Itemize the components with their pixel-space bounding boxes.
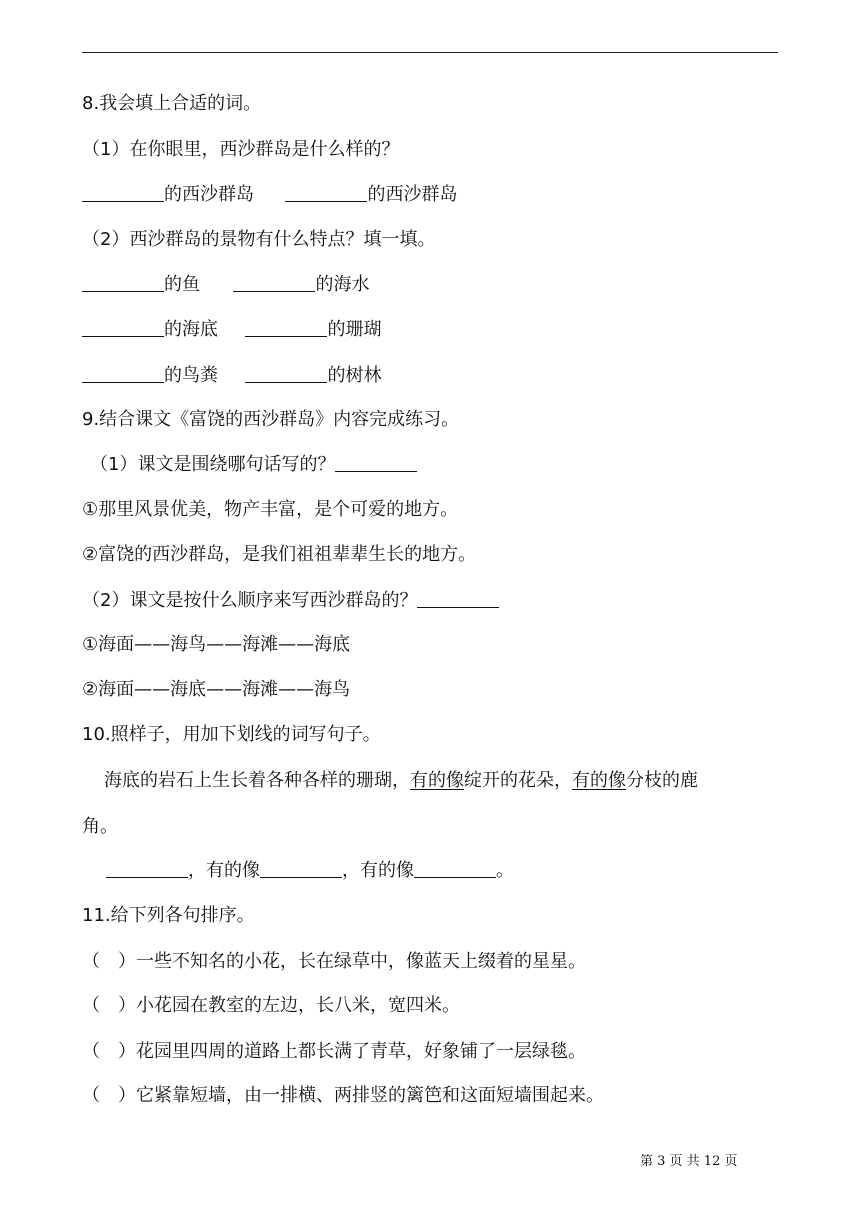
- answer-text: 。: [496, 860, 514, 881]
- q8-row3: [82, 318, 381, 342]
- q8-sub2: （2）西沙群岛的景物有什么特点？填一填。: [82, 229, 436, 250]
- q9-sub2-row: [82, 589, 499, 613]
- answer-text: ，有的像: [188, 860, 260, 881]
- answer-blank[interactable]: [82, 364, 164, 383]
- q8-row1: [82, 183, 457, 207]
- sentence: 它紧靠短墙，由一排横、两排竖的篱笆和这面短墙围起来。: [136, 1085, 604, 1106]
- q8-row4: [82, 364, 381, 388]
- q9-option-1a: ①那里风景优美，物产丰富，是个可爱的地方。: [82, 499, 459, 520]
- underlined-word: 有的像: [572, 770, 626, 791]
- q10-example: [104, 769, 698, 793]
- blank-suffix: 的鸟粪: [164, 365, 218, 386]
- blank-suffix: 的西沙群岛: [367, 184, 458, 205]
- answer-blank[interactable]: [260, 859, 342, 878]
- order-paren[interactable]: （ ）: [82, 951, 136, 972]
- sentence: 小花园在教室的左边，长八米，宽四米。: [136, 995, 460, 1016]
- q11-title: 11.给下列各句排序。: [82, 905, 255, 926]
- q9-sub2: （2）课文是按什么顺序来写西沙群岛的？: [82, 590, 418, 611]
- blank-suffix: 的树林: [327, 365, 382, 386]
- q9-option-2b: ②海面——海底——海滩——海鸟: [82, 679, 351, 700]
- q8-title: 8.我会填上合适的词。: [82, 93, 262, 114]
- answer-blank[interactable]: [335, 453, 417, 472]
- q10-title: 10.照样子，用加下划线的词写句子。: [82, 724, 381, 745]
- answer-blank[interactable]: [245, 364, 327, 383]
- q9-sub1-row: [90, 453, 417, 477]
- answer-blank[interactable]: [414, 859, 496, 878]
- q11-item: [82, 994, 460, 1018]
- example-text: 分枝的鹿: [626, 770, 698, 791]
- underlined-word: 有的像: [410, 770, 464, 791]
- answer-blank[interactable]: [245, 318, 327, 337]
- blank-suffix: 的海水: [315, 274, 370, 295]
- header-rule: [82, 52, 778, 53]
- blank-suffix: 的鱼: [164, 274, 200, 295]
- sentence: 花园里四周的道路上都长满了青草，好象铺了一层绿毯。: [136, 1041, 586, 1062]
- q10-answer-row: [106, 859, 514, 883]
- q9-title: 9.结合课文《富饶的西沙群岛》内容完成练习。: [82, 409, 460, 430]
- q11-item: [82, 950, 586, 974]
- order-paren[interactable]: （ ）: [82, 995, 136, 1016]
- q8-row2: [82, 273, 369, 297]
- q10-example-cont: 角。: [82, 816, 118, 837]
- example-text: 绽开的花朵，: [464, 770, 572, 791]
- answer-blank[interactable]: [82, 273, 164, 292]
- blank-suffix: 的西沙群岛: [164, 184, 254, 205]
- answer-blank[interactable]: [417, 589, 499, 608]
- q9-option-2a: ①海面——海鸟——海滩——海底: [82, 634, 351, 655]
- order-paren[interactable]: （ ）: [82, 1085, 136, 1106]
- q9-option-1b: ②富饶的西沙群岛，是我们祖祖辈辈生长的地方。: [82, 544, 477, 565]
- q11-item: [82, 1040, 586, 1064]
- blank-suffix: 的珊瑚: [327, 319, 382, 340]
- answer-blank[interactable]: [106, 859, 188, 878]
- q9-sub1: （1）课文是围绕哪句话写的？: [90, 454, 336, 475]
- answer-blank[interactable]: [233, 273, 315, 292]
- order-paren[interactable]: （ ）: [82, 1041, 136, 1062]
- blank-suffix: 的海底: [164, 319, 218, 340]
- sentence: 一些不知名的小花，长在绿草中，像蓝天上缀着的星星。: [136, 951, 586, 972]
- answer-blank[interactable]: [285, 183, 367, 202]
- q8-sub1: （1）在你眼里，西沙群岛是什么样的？: [82, 139, 400, 160]
- answer-blank[interactable]: [82, 318, 164, 337]
- page-number: 第 3 页 共 12 页: [640, 1154, 738, 1169]
- answer-text: ，有的像: [342, 860, 414, 881]
- q11-item: [82, 1084, 604, 1108]
- answer-blank[interactable]: [82, 183, 164, 202]
- example-text: 海底的岩石上生长着各种各样的珊瑚，: [104, 770, 410, 791]
